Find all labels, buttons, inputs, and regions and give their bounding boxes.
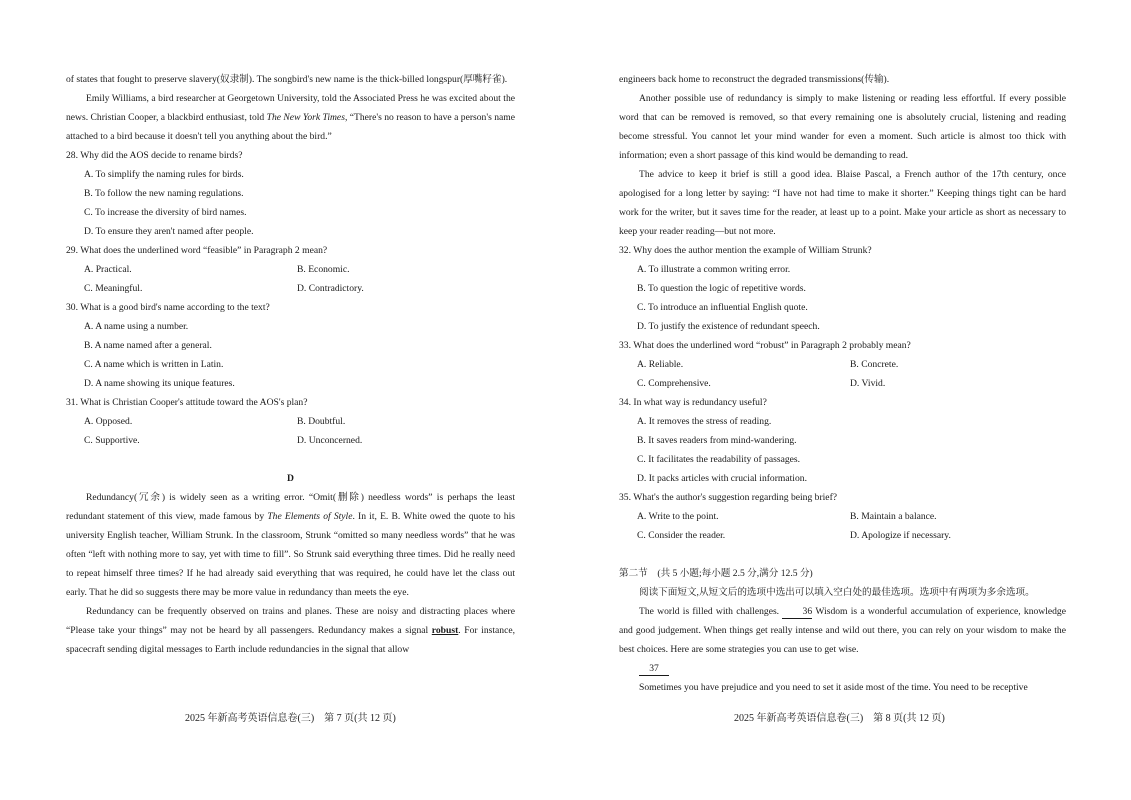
option: A. It removes the stress of reading.: [637, 416, 772, 427]
page-footer-right: 2025 年新高考英语信息卷(三) 第 8 页(共 12 页): [734, 713, 945, 724]
paragraph: Redundancy(冗余) is widely seen as a writing error. “Omit(删除) needless words” is perhaps the least redundant statement of this view, made famous by The Elements of Style. In it, E. B. White owed the quote to his university English teacher, William Strunk. In the classroom, Strunk “omitted so many needless words” that he was often “left with nothing more to say, yet with time to fill”. So Strunk said everything three times. Did he really need to repeat himself three times? If he had already said everything that was required, he could have let the class out early. That he did so suggests there may be more value in redundancy than meets the eye.: [66, 492, 516, 598]
paragraph: Sometimes you have prejudice and you need to set it aside most of the time. You need to be receptive: [639, 682, 1028, 693]
option: D. To ensure they aren't named after people.: [84, 226, 254, 237]
question-35: 35. What's the author's suggestion regarding being brief?: [619, 492, 838, 503]
blank-line: [619, 659, 1066, 678]
blank-37[interactable]: 37: [639, 663, 669, 676]
right-page: [619, 70, 1066, 697]
option: B. A name named after a general.: [84, 340, 212, 351]
paragraph: of states that fought to preserve slavery(奴隶制). The songbird's new name is the thick-billed longspur(厚嘴籽雀).: [66, 74, 508, 85]
option: B. To question the logic of repetitive words.: [637, 283, 806, 294]
option: C. To increase the diversity of bird names.: [84, 207, 247, 218]
option-row: A. Practical. B. Economic.: [84, 264, 350, 275]
page-footer-left: 2025 年新高考英语信息卷(三) 第 7 页(共 12 页): [185, 713, 396, 724]
option: C. It facilitates the readability of passages.: [637, 454, 801, 465]
option-row: A. Write to the point. B. Maintain a balance.: [637, 511, 937, 522]
question-28: 28. Why did the AOS decide to rename birds?: [66, 150, 243, 161]
option: A. A name using a number.: [84, 321, 189, 332]
option-row: C. Meaningful. D. Contradictory.: [84, 283, 364, 294]
option-row: C. Comprehensive. D. Vivid.: [637, 378, 886, 389]
paragraph: Redundancy can be frequently observed on trains and planes. These are noisy and distracting places where “Please take your things” may not be heard by all passengers. Redundancy makes a signal robust. For instance, spacecraft sending digital messages to Earth include redundancies in the signal that allow: [66, 606, 515, 655]
option: D. A name showing its unique features.: [84, 378, 235, 389]
book-title: The Elements of Style: [267, 511, 353, 522]
section-title: 第二节 (共 5 小题;每小题 2.5 分,满分 12.5 分): [619, 568, 813, 579]
option: C. To introduce an influential English quote.: [637, 302, 808, 313]
option-row: A. Opposed. B. Doubtful.: [84, 416, 346, 427]
option: D. It packs articles with crucial information.: [637, 473, 807, 484]
paragraph: Another possible use of redundancy is simply to make listening or reading less effortful. If every possible word that can be removed is removed, so that every remaining one is absolutely crucial, listening and reading become stressful. You cannot let your mind wander for even a moment. Such article is almost too thick with information; even a short passage of this kind would be demanding to read.: [619, 93, 1066, 161]
question-34: 34. In what way is redundancy useful?: [619, 397, 767, 408]
option: A. To illustrate a common writing error.: [637, 264, 791, 275]
option-row: C. Supportive. D. Unconcerned.: [84, 435, 363, 446]
question-32: 32. Why does the author mention the example of William Strunk?: [619, 245, 872, 256]
question-30: 30. What is a good bird's name according to the text?: [66, 302, 270, 313]
left-page: [66, 70, 515, 659]
paragraph: Emily Williams, a bird researcher at Georgetown University, told the Associated Press he was excited about the news. Christian Cooper, a blackbird enthusiast, told The New York Times, “There's no reason to have a person's name attached to a bird because it doesn't tell you anything about the bird.”: [66, 93, 515, 142]
option: B. It saves readers from mind-wandering.: [637, 435, 797, 446]
option: D. To justify the existence of redundant speech.: [637, 321, 820, 332]
question-33: 33. What does the underlined word “robust” in Paragraph 2 probably mean?: [619, 340, 911, 351]
instructions: 阅读下面短文,从短文后的选项中选出可以填入空白处的最佳选项。选项中有两项为多余选项。: [639, 587, 1035, 598]
option-row: C. Consider the reader. D. Apologize if necessary.: [637, 530, 951, 541]
option: C. A name which is written in Latin.: [84, 359, 224, 370]
paragraph: The advice to keep it brief is still a good idea. Blaise Pascal, a French author of the 17th century, once apologised for a long letter by saying: “I have not had time to make it shorter.” Keeping things tight can be hard work for the writer, but it saves time for the reader, at least up to a point. Make your article as short as necessary to keep your reader reading—but not more.: [619, 169, 1066, 237]
blank-36[interactable]: 36: [782, 606, 812, 619]
option: A. To simplify the naming rules for birds.: [84, 169, 244, 180]
question-31: 31. What is Christian Cooper's attitude toward the AOS's plan?: [66, 397, 308, 408]
question-29: 29. What does the underlined word “feasible” in Paragraph 2 mean?: [66, 245, 328, 256]
option: B. To follow the new naming regulations.: [84, 188, 244, 199]
paragraph: engineers back home to reconstruct the degraded transmissions(传输).: [619, 74, 890, 85]
newspaper-title: The New York Times: [266, 112, 345, 123]
underlined-word: robust: [431, 625, 459, 636]
section-heading: D: [287, 473, 294, 484]
paragraph: The world is filled with challenges. 36 Wisdom is a wonderful accumulation of experience, knowledge and good judgement. When things get really intense and wild out there, you can rely on your wisdom to make the best choices. Here are some strategies you can use to get wise.: [619, 606, 1066, 655]
option-row: A. Reliable. B. Concrete.: [637, 359, 899, 370]
